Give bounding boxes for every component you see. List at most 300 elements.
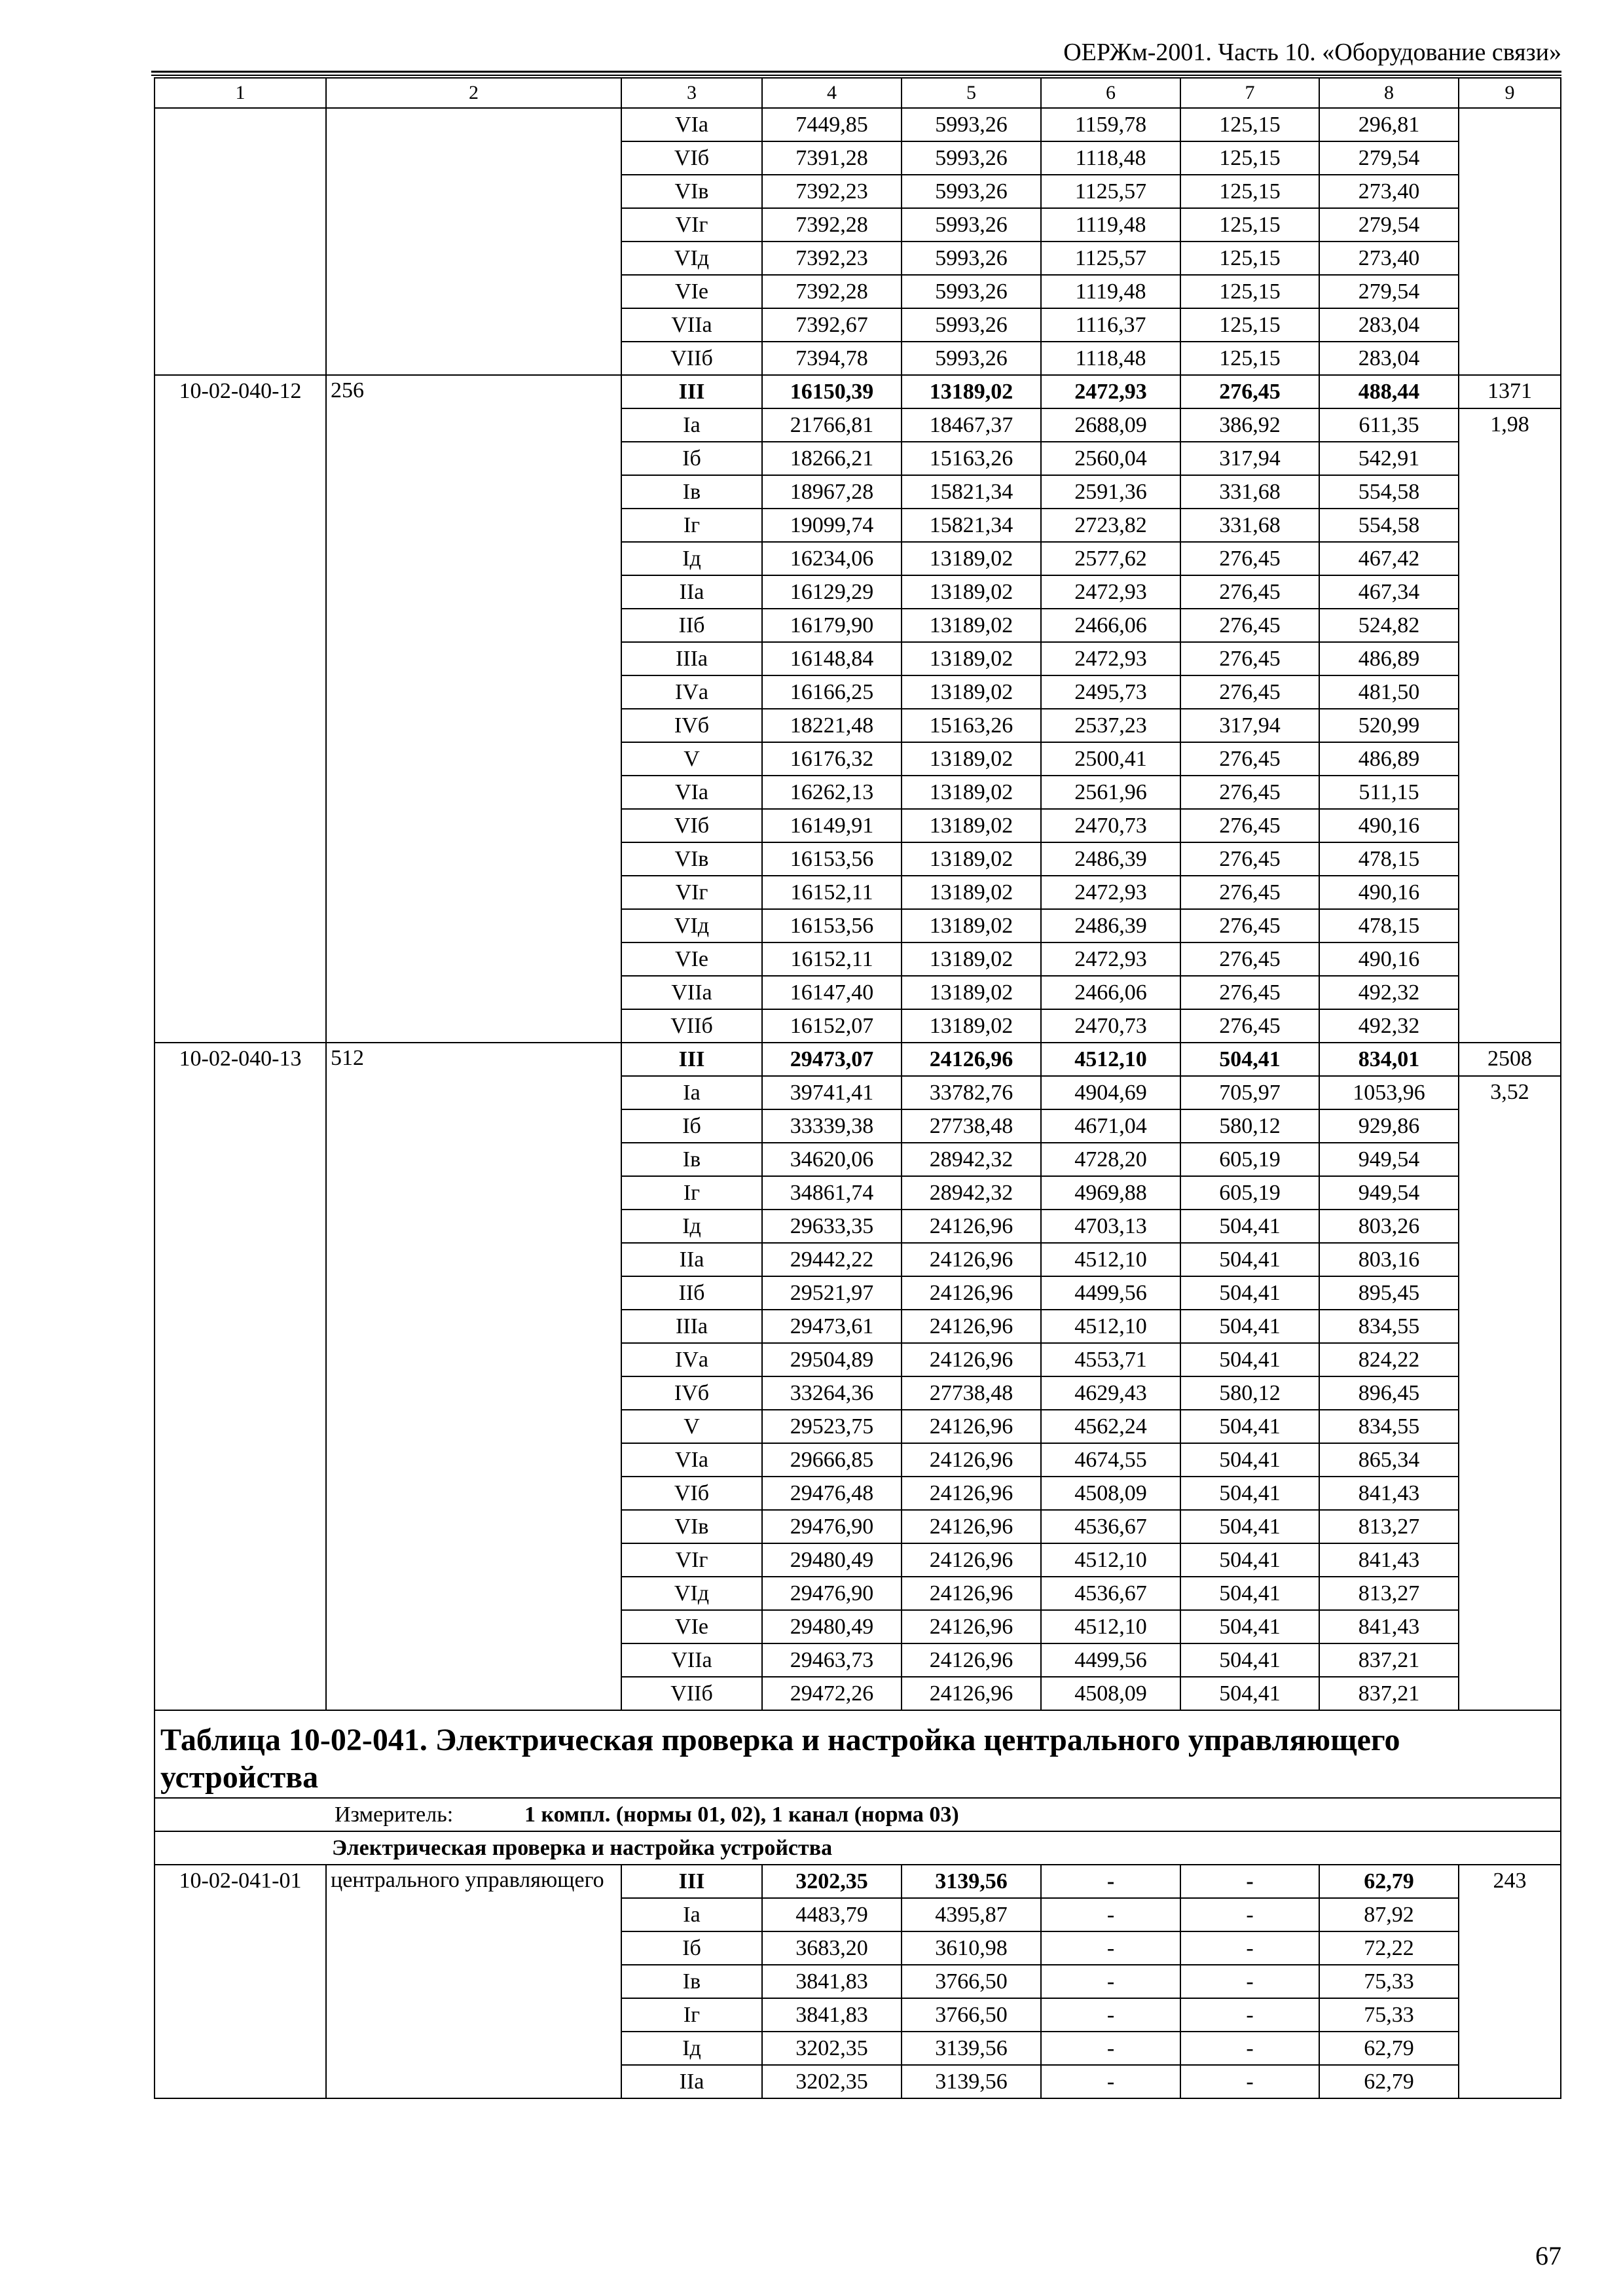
value-cell: 16262,13 [762,776,902,809]
value-cell: 283,04 [1319,308,1459,342]
value-cell: 5993,26 [902,141,1041,175]
value-cell: 554,58 [1319,475,1459,509]
value-cell: 75,33 [1319,1998,1459,2032]
zone-cell: III [621,1043,762,1076]
value-cell: 492,32 [1319,976,1459,1009]
section-row [155,1831,1561,1865]
value-cell: 16149,91 [762,809,902,842]
value-cell: 34620,06 [762,1143,902,1176]
value-cell: 7392,28 [762,208,902,242]
value-cell: 4499,56 [1041,1643,1180,1677]
value-cell: - [1180,1998,1319,2032]
value-cell: 813,27 [1319,1510,1459,1543]
value-cell: - [1180,1965,1319,1998]
value-cell: 29463,73 [762,1643,902,1677]
value-cell: 511,15 [1319,776,1459,809]
value-cell: 4536,67 [1041,1577,1180,1610]
value-cell: 296,81 [1319,108,1459,141]
column-header: 6 [1041,78,1180,108]
column-header: 8 [1319,78,1459,108]
value-cell: 4483,79 [762,1898,902,1931]
value-cell: 4629,43 [1041,1376,1180,1410]
value-cell: 504,41 [1180,1577,1319,1610]
zone-cell: VIв [621,175,762,208]
value-cell: 19099,74 [762,509,902,542]
value-cell: 1118,48 [1041,342,1180,375]
value-cell: 276,45 [1180,609,1319,642]
value-cell: 24126,96 [902,1643,1041,1677]
value-cell: - [1180,2032,1319,2065]
value-cell: 4499,56 [1041,1276,1180,1310]
value-cell: 15163,26 [902,442,1041,475]
zone-cell: VIе [621,275,762,308]
value-cell: 3202,35 [762,1865,902,1898]
value-cell: 4512,10 [1041,1610,1180,1643]
zone-cell: IIб [621,609,762,642]
value-cell: 488,44 [1319,375,1459,408]
value-cell: 1119,48 [1041,208,1180,242]
value-cell: 34861,74 [762,1176,902,1210]
value-cell: 4671,04 [1041,1109,1180,1143]
value-cell: 125,15 [1180,141,1319,175]
value-cell: 504,41 [1180,1210,1319,1243]
value-cell: 24126,96 [902,1510,1041,1543]
value-cell: 2470,73 [1041,809,1180,842]
zone-cell: IVб [621,1376,762,1410]
value-cell: 16234,06 [762,542,902,575]
zone-cell: VIа [621,776,762,809]
zone-cell: VIв [621,842,762,876]
value-cell: 62,79 [1319,1865,1459,1898]
value-cell: 18967,28 [762,475,902,509]
value-cell: 24126,96 [902,1343,1041,1376]
column-header: 4 [762,78,902,108]
column-header: 9 [1459,78,1561,108]
value-cell: 896,45 [1319,1376,1459,1410]
value-cell: 29473,07 [762,1043,902,1076]
zone-cell: Iд [621,542,762,575]
code-cell [155,108,326,375]
value-cell: 276,45 [1180,375,1319,408]
value-cell: 2472,93 [1041,642,1180,675]
value-cell: 4508,09 [1041,1477,1180,1510]
value-cell: 29523,75 [762,1410,902,1443]
value-cell: 276,45 [1180,742,1319,776]
value-cell: 2466,06 [1041,976,1180,1009]
unit-cell [155,1798,1561,1831]
zone-cell: VIб [621,809,762,842]
table-title: Таблица 10-02-041. Электрическая проверка и настройка центрального управляющего устройства [155,1710,1561,1798]
zone-cell: VIд [621,242,762,275]
value-cell: 5993,26 [902,308,1041,342]
value-cell: 16152,11 [762,876,902,909]
zone-cell: Iб [621,1931,762,1965]
value-cell: 3139,56 [902,1865,1041,1898]
value-cell: 16153,56 [762,842,902,876]
value-cell: 1119,48 [1041,275,1180,308]
value-cell: 3766,50 [902,1998,1041,2032]
value-cell: 5993,26 [902,208,1041,242]
zone-cell: Iд [621,2032,762,2065]
value-cell: 125,15 [1180,308,1319,342]
value-cell: 1116,37 [1041,308,1180,342]
zone-cell: III [621,375,762,408]
value-cell: 16153,56 [762,909,902,942]
zone-cell: VIа [621,108,762,141]
column-header: 2 [326,78,621,108]
value-cell: 504,41 [1180,1276,1319,1310]
running-header: ОЕРЖм-2001. Часть 10. «Оборудование связи» [1063,39,1561,66]
value-cell: 837,21 [1319,1643,1459,1677]
zone-cell: VIе [621,942,762,976]
norm-name: центрального управляющего [326,1865,621,2098]
value-cell: 803,26 [1319,1210,1459,1243]
value-cell: 28942,32 [902,1143,1041,1176]
value-cell: 33339,38 [762,1109,902,1143]
value-cell: 62,79 [1319,2065,1459,2098]
zone-cell: IIа [621,1243,762,1276]
value-cell: 841,43 [1319,1610,1459,1643]
value-cell: 504,41 [1180,1243,1319,1276]
value-cell: 331,68 [1180,475,1319,509]
value-cell: 13189,02 [902,642,1041,675]
value-cell: 481,50 [1319,675,1459,709]
zone-cell: III [621,1865,762,1898]
value-cell: 13189,02 [902,876,1041,909]
value-cell: 2560,04 [1041,442,1180,475]
zone-cell: VIг [621,876,762,909]
value-cell: 13189,02 [902,375,1041,408]
value-cell: 29442,22 [762,1243,902,1276]
value-cell: 2486,39 [1041,909,1180,942]
zone-cell: Iг [621,1176,762,1210]
value-cell: 1125,57 [1041,242,1180,275]
zone-cell: IVб [621,709,762,742]
value-cell: 13189,02 [902,842,1041,876]
value-cell: 24126,96 [902,1443,1041,1477]
value-cell: 29666,85 [762,1443,902,1477]
zone-cell: IIб [621,1276,762,1310]
value-cell: 5993,26 [902,275,1041,308]
zone-cell: Iа [621,1898,762,1931]
value-cell: 15163,26 [902,709,1041,742]
value-cell: 24126,96 [902,1210,1041,1243]
zone-cell: V [621,1410,762,1443]
value-cell: 4512,10 [1041,1310,1180,1343]
value-cell: 16166,25 [762,675,902,709]
value-cell: - [1180,2065,1319,2098]
value-cell: 27738,48 [902,1376,1041,1410]
section-heading: Электрическая проверка и настройка устройства [155,1831,1561,1865]
value-cell: 29480,49 [762,1543,902,1577]
value-cell: 2688,09 [1041,408,1180,442]
value-cell: 29480,49 [762,1610,902,1643]
page-number: 67 [1535,2241,1561,2270]
value-cell: 273,40 [1319,175,1459,208]
column-header: 3 [621,78,762,108]
value-cell: 4395,87 [902,1898,1041,1931]
value-cell: 4512,10 [1041,1043,1180,1076]
value-cell: 929,86 [1319,1109,1459,1143]
value-cell: 18467,37 [902,408,1041,442]
value-cell: 13189,02 [902,809,1041,842]
value-cell: 3139,56 [902,2032,1041,2065]
value-cell: 29476,90 [762,1510,902,1543]
value-cell: 16152,11 [762,942,902,976]
zone-cell: VIIб [621,1677,762,1710]
norm-name: 256 [326,375,621,1043]
value-cell: 3841,83 [762,1998,902,2032]
value-cell: 24126,96 [902,1310,1041,1343]
value-cell: 13189,02 [902,776,1041,809]
value-cell: 24126,96 [902,1043,1041,1076]
value-cell: 24126,96 [902,1276,1041,1310]
value-cell: 4969,88 [1041,1176,1180,1210]
value-cell: 504,41 [1180,1543,1319,1577]
value-cell: 7392,23 [762,175,902,208]
value-cell: 276,45 [1180,542,1319,575]
zone-cell: Iв [621,1143,762,1176]
value-cell: 7392,67 [762,308,902,342]
norm-code: 10-02-040-12 [155,375,326,1043]
value-cell: 4728,20 [1041,1143,1180,1176]
value-cell: 125,15 [1180,208,1319,242]
zone-cell: V [621,742,762,776]
value-cell: 33264,36 [762,1376,902,1410]
value-cell: 504,41 [1180,1643,1319,1677]
zone-cell: IVа [621,1343,762,1376]
zone-cell: VIIб [621,342,762,375]
value-cell: 24126,96 [902,1677,1041,1710]
value-cell: 2500,41 [1041,742,1180,776]
value-cell: 2472,93 [1041,942,1180,976]
value-cell: 2486,39 [1041,842,1180,876]
norm-code: 10-02-040-13 [155,1043,326,1710]
value-cell: 13189,02 [902,675,1041,709]
value-cell: - [1041,2065,1180,2098]
value-cell: 7394,78 [762,342,902,375]
value-cell: 29633,35 [762,1210,902,1243]
value-cell: 5993,26 [902,242,1041,275]
zone-cell: IIIа [621,1310,762,1343]
zone-cell: VIв [621,1510,762,1543]
value-cell: 2466,06 [1041,609,1180,642]
table-row [155,1865,1561,1898]
value-cell: 4904,69 [1041,1076,1180,1109]
value-cell: 2577,62 [1041,542,1180,575]
value-cell: 490,16 [1319,876,1459,909]
value-cell: 2470,73 [1041,1009,1180,1043]
value-cell: 125,15 [1180,108,1319,141]
value-cell: 276,45 [1180,842,1319,876]
value-cell: 39741,41 [762,1076,902,1109]
value-cell: 29476,90 [762,1577,902,1610]
indicator-cell: 2508 [1459,1043,1561,1076]
zone-cell: Iа [621,1076,762,1109]
value-cell: 28942,32 [902,1176,1041,1210]
zone-cell: VIг [621,208,762,242]
value-cell: 13189,02 [902,942,1041,976]
value-cell: 18221,48 [762,709,902,742]
value-cell: 504,41 [1180,1410,1319,1443]
rates-table [154,77,1561,2099]
value-cell: 4553,71 [1041,1343,1180,1376]
zone-cell: VIе [621,1610,762,1643]
norm-name: 512 [326,1043,621,1710]
value-cell: - [1041,1931,1180,1965]
value-cell: 4512,10 [1041,1543,1180,1577]
table-row [155,1043,1561,1076]
zone-cell: VIIа [621,1643,762,1677]
value-cell: 554,58 [1319,509,1459,542]
value-cell: 4562,24 [1041,1410,1180,1443]
value-cell: 7391,28 [762,141,902,175]
value-cell: 3683,20 [762,1931,902,1965]
value-cell: 4536,67 [1041,1510,1180,1543]
column-header: 1 [155,78,326,108]
value-cell: 13189,02 [902,909,1041,942]
value-cell: 580,12 [1180,1109,1319,1143]
value-cell: 5993,26 [902,342,1041,375]
value-cell: 24126,96 [902,1410,1041,1443]
value-cell: 33782,76 [902,1076,1041,1109]
value-cell: 24126,96 [902,1577,1041,1610]
value-cell: 13189,02 [902,542,1041,575]
value-cell: 490,16 [1319,809,1459,842]
indicator-cell: 1371 [1459,375,1561,408]
value-cell: 317,94 [1180,442,1319,475]
value-cell: 386,92 [1180,408,1319,442]
zone-cell: VIг [621,1543,762,1577]
value-cell: 16148,84 [762,642,902,675]
value-cell: 2723,82 [1041,509,1180,542]
value-cell: - [1041,2032,1180,2065]
zone-cell: Iв [621,1965,762,1998]
column-header: 7 [1180,78,1319,108]
value-cell: 803,16 [1319,1243,1459,1276]
value-cell: 486,89 [1319,742,1459,776]
value-cell: 949,54 [1319,1143,1459,1176]
column-header-row [155,78,1561,108]
value-cell: 15821,34 [902,509,1041,542]
value-cell: 611,35 [1319,408,1459,442]
value-cell: 524,82 [1319,609,1459,642]
name-cell [326,108,621,375]
value-cell: - [1180,1931,1319,1965]
header-rule [151,71,1561,73]
value-cell: 490,16 [1319,942,1459,976]
zone-cell: Iб [621,1109,762,1143]
value-cell: 13189,02 [902,575,1041,609]
value-cell: 478,15 [1319,909,1459,942]
value-cell: 276,45 [1180,942,1319,976]
value-cell: 1159,78 [1041,108,1180,141]
value-cell: 504,41 [1180,1677,1319,1710]
value-cell: 3202,35 [762,2065,902,2098]
value-cell: 87,92 [1319,1898,1459,1931]
value-cell: 467,34 [1319,575,1459,609]
value-cell: 16152,07 [762,1009,902,1043]
value-cell: 276,45 [1180,776,1319,809]
zone-cell: VIд [621,1577,762,1610]
value-cell: 834,55 [1319,1310,1459,1343]
zone-cell: VIб [621,1477,762,1510]
value-cell: 15821,34 [902,475,1041,509]
value-cell: 29476,48 [762,1477,902,1510]
value-cell: 276,45 [1180,876,1319,909]
value-cell: 62,79 [1319,2032,1459,2065]
value-cell: 24126,96 [902,1543,1041,1577]
value-cell: 2561,96 [1041,776,1180,809]
value-cell: 4703,13 [1041,1210,1180,1243]
indicator-cell [1459,108,1561,375]
value-cell: - [1041,1998,1180,2032]
value-cell: 7449,85 [762,108,902,141]
value-cell: 834,01 [1319,1043,1459,1076]
value-cell: 27738,48 [902,1109,1041,1143]
value-cell: 279,54 [1319,141,1459,175]
value-cell: 276,45 [1180,976,1319,1009]
zone-cell: VIIб [621,1009,762,1043]
value-cell: - [1041,1865,1180,1898]
value-cell: 520,99 [1319,709,1459,742]
value-cell: 75,33 [1319,1965,1459,1998]
value-cell: 16179,90 [762,609,902,642]
value-cell: 2472,93 [1041,575,1180,609]
value-cell: 2472,93 [1041,876,1180,909]
zone-cell: VIIа [621,976,762,1009]
value-cell: 125,15 [1180,342,1319,375]
indicator-cell: 243 [1459,1865,1561,2098]
value-cell: 125,15 [1180,242,1319,275]
value-cell: 16150,39 [762,375,902,408]
header-rule-thin [151,75,1561,76]
value-cell: 504,41 [1180,1477,1319,1510]
zone-cell: IVа [621,675,762,709]
value-cell: 705,97 [1180,1076,1319,1109]
value-cell: 605,19 [1180,1176,1319,1210]
value-cell: 16147,40 [762,976,902,1009]
value-cell: 273,40 [1319,242,1459,275]
table-row [155,108,1561,141]
zone-cell: IIIа [621,642,762,675]
value-cell: 3139,56 [902,2065,1041,2098]
value-cell: 504,41 [1180,1610,1319,1643]
value-cell: 3610,98 [902,1931,1041,1965]
value-cell: 16176,32 [762,742,902,776]
zone-cell: Iб [621,442,762,475]
norm-code: 10-02-041-01 [155,1865,326,2098]
value-cell: 2591,36 [1041,475,1180,509]
value-cell: 276,45 [1180,642,1319,675]
value-cell: 276,45 [1180,809,1319,842]
value-cell: - [1180,1898,1319,1931]
value-cell: 125,15 [1180,175,1319,208]
value-cell: 13189,02 [902,1009,1041,1043]
value-cell: 2495,73 [1041,675,1180,709]
value-cell: 29504,89 [762,1343,902,1376]
value-cell: 279,54 [1319,275,1459,308]
value-cell: 24126,96 [902,1243,1041,1276]
value-cell: 504,41 [1180,1043,1319,1076]
value-cell: 492,32 [1319,1009,1459,1043]
value-cell: 317,94 [1180,709,1319,742]
zone-cell: VIд [621,909,762,942]
value-cell: 824,22 [1319,1343,1459,1376]
value-cell: 841,43 [1319,1477,1459,1510]
value-cell: 13189,02 [902,742,1041,776]
value-cell: 504,41 [1180,1443,1319,1477]
